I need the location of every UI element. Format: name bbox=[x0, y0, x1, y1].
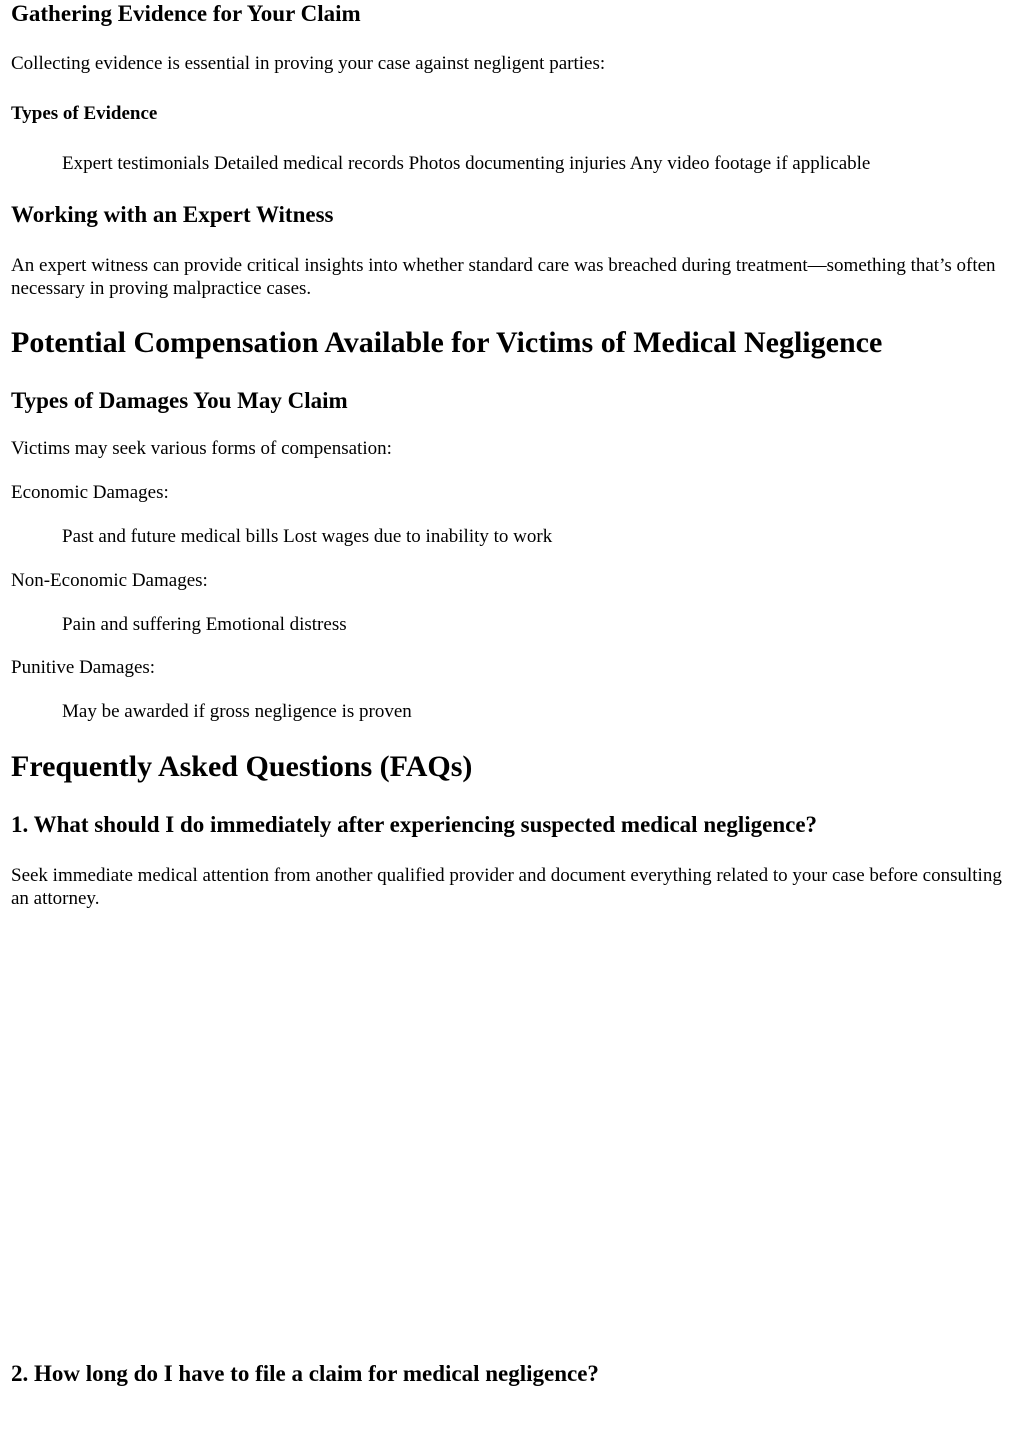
subheading-types-of-evidence: Types of Evidence bbox=[11, 103, 158, 124]
non-economic-damages-label: Non-Economic Damages: bbox=[11, 570, 208, 591]
economic-damages-list: Past and future medical bills Lost wages due to inability to work bbox=[62, 526, 553, 547]
faq-question-2: 2. How long do I have to file a claim for medical negligence? bbox=[11, 1361, 599, 1386]
punitive-damages-list: May be awarded if gross negligence is proven bbox=[62, 701, 412, 722]
section-heading-compensation: Potential Compensation Available for Victims of Medical Negligence bbox=[11, 326, 883, 359]
section-heading-faqs: Frequently Asked Questions (FAQs) bbox=[11, 750, 473, 783]
faq-answer-1: Seek immediate medical attention from another qualified provider and document everything related to your case before consulting an attorney. bbox=[11, 865, 1002, 909]
expert-witness-paragraph: An expert witness can provide critical insights into whether standard care was breached during treatment—something that’s often necessary in proving malpractice cases. bbox=[11, 255, 996, 299]
punitive-damages-label: Punitive Damages: bbox=[11, 657, 156, 678]
section-heading-gathering-evidence: Gathering Evidence for Your Claim bbox=[11, 1, 361, 26]
faq-question-1: 1. What should I do immediately after experiencing suspected medical negligence? bbox=[11, 812, 818, 837]
compensation-intro-paragraph: Victims may seek various forms of compensation: bbox=[11, 438, 392, 459]
evidence-types-list: Expert testimonials Detailed medical records Photos documenting injuries Any video footage if applicable bbox=[62, 153, 871, 174]
subheading-types-of-damages: Types of Damages You May Claim bbox=[11, 388, 348, 413]
subheading-expert-witness: Working with an Expert Witness bbox=[11, 202, 334, 227]
evidence-intro-paragraph: Collecting evidence is essential in proving your case against negligent parties: bbox=[11, 53, 606, 74]
economic-damages-label: Economic Damages: bbox=[11, 482, 169, 503]
non-economic-damages-list: Pain and suffering Emotional distress bbox=[62, 614, 347, 635]
